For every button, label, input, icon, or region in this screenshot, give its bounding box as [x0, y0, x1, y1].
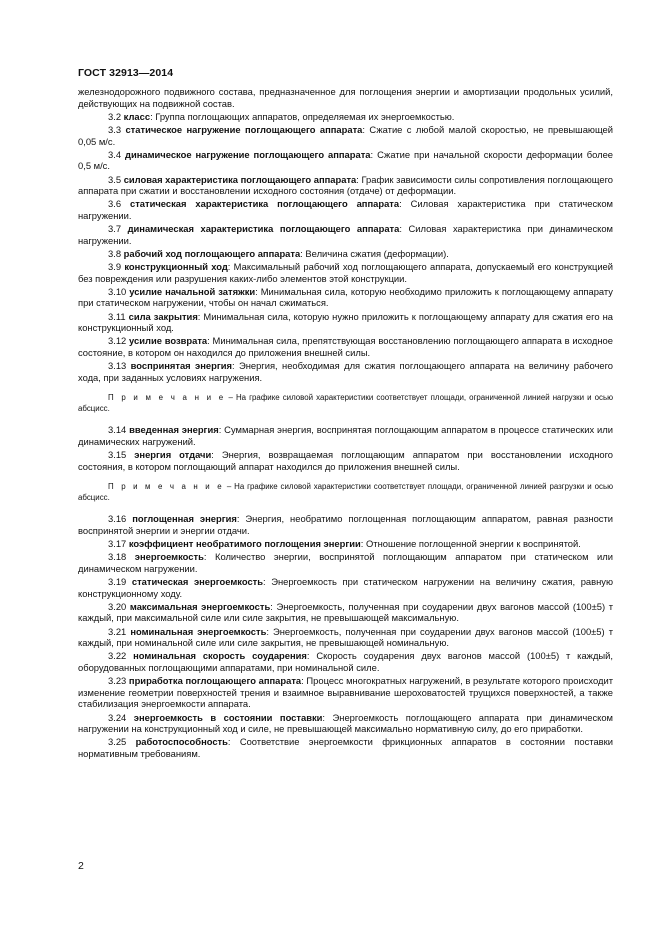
definition-number: 3.25 — [108, 736, 127, 748]
definition-term: энергоемкость в состоянии поставки — [133, 711, 323, 723]
definition-item — [78, 198, 613, 221]
definition-text: : График зависимости силы сопротивления поглощающего аппарата при сжатии и восстановлении исходного состояния (отдаче) от деформации. — [78, 173, 613, 197]
definition-term: энергия отдачи — [134, 449, 212, 461]
definition-term: усилие начальной затяжки — [129, 285, 256, 297]
definition-term: динамическое нагружение поглощающего аппарата — [125, 148, 371, 160]
definition-text: : Отношение поглощенной энергии к воспринятой. — [360, 538, 581, 550]
note-label: П р и м е ч а н и е — [108, 393, 226, 403]
definition-text: : Энергия, необходимая для сжатия поглощающего аппарата на величину рабочего хода, при заданных условиях нагружения. — [78, 360, 613, 383]
definition-item — [78, 261, 613, 284]
definition-text: : Соответствие энергоемкости фрикционных аппаратов в состоянии поставки нормативным требованиям. — [78, 736, 613, 759]
definition-term: максимальная энергоемкость — [129, 600, 271, 612]
definition-text: : Процесс многократных нагружений, в результате которого происходит изменение геометрии поверхностей трения и взаимное выравнивание шероховатостей трущихся поверхностей, а также стабилизация энергоемкости аппарата. — [78, 675, 613, 710]
definition-item — [78, 736, 613, 759]
definition-item — [78, 712, 613, 735]
definition-number: 3.6 — [108, 198, 122, 210]
definition-text: : Силовая характеристика при статическом нагружении. — [78, 198, 613, 221]
note-text: – На графике силовой характеристики соответствует площади, ограниченной линией нагрузки и осью абсцисс. — [78, 393, 613, 414]
definition-term: введенная энергия — [129, 424, 219, 436]
definition-term: воспринятая энергия — [130, 360, 232, 372]
definition-term: силовая характеристика поглощающего аппарата — [123, 173, 357, 185]
definition-item — [78, 124, 613, 147]
definition-text: : Энергоемкость, полученная при соударении двух вагонов массой (100±5) т каждый, при номинальной силе или силе закрытия, не превышающей номинальную. — [78, 625, 613, 649]
definition-item — [78, 174, 613, 197]
definition-text: : Минимальная сила, которую нужно приложить к поглощающему аппарату для сжатия его на конструкционный ход. — [78, 310, 613, 334]
definition-text: : Количество энергии, воспринятой поглощающим аппаратом при статическом или динамическом нагружении. — [78, 551, 613, 574]
definition-item — [78, 449, 613, 472]
page-number: 2 — [78, 860, 84, 872]
definition-text: : Скорость соударения двух вагонов массой (100±5) т каждый, оборудованных поглощающими аппаратами, при номинальной силе. — [78, 650, 613, 674]
definition-number: 3.2 — [108, 110, 122, 122]
note-text: – На графике силовой характеристики соответствует площади, ограниченной линией разгрузки и осью абсцисс. — [78, 482, 613, 503]
definition-text: : Сжатие при начальной скорости деформации более 0,5 м/с. — [78, 148, 613, 172]
definition-number: 3.9 — [108, 261, 122, 273]
definition-number: 3.24 — [108, 711, 127, 723]
definition-term: рабочий ход поглощающего аппарата — [123, 247, 301, 259]
definition-item — [78, 576, 613, 599]
definition-text: : Минимальная сила, препятствующая восстановлению поглощающего аппарата в исходное состояние, в котором он находился до приложения внешней силы. — [78, 335, 613, 358]
definition-item — [78, 601, 613, 624]
definition-text: : Энергия, возвращаемая поглощающим аппаратом при восстановлении исходного состояния, в котором поглощающий аппарат находился до приложения внешней силы. — [78, 449, 614, 472]
definition-text: : Сжатие с любой малой скоростью, не превышающей 0,05 м/с. — [78, 123, 613, 147]
definitions-group-3 — [78, 513, 613, 759]
definition-number: 3.16 — [108, 513, 127, 525]
definition-number: 3.15 — [108, 449, 127, 461]
definition-number: 3.21 — [108, 625, 127, 637]
definition-number: 3.5 — [108, 173, 122, 185]
definition-number: 3.11 — [108, 310, 126, 322]
definition-text: : Энергоемкость, полученная при соударении двух вагонов массой (100±5) т каждый, при максимальной силе или силе закрытия, не превышающей максимальную. — [78, 600, 613, 624]
definition-item — [78, 311, 613, 334]
definition-term: усилие возврата — [129, 335, 208, 347]
definition-term: приработка поглощающего аппарата — [128, 675, 302, 687]
intro-paragraph: железнодорожного подвижного состава, предназначенное для поглощения энергии и амортизации продольных усилий, действующих на подвижной состав. — [78, 86, 613, 109]
definition-number: 3.17 — [108, 538, 127, 550]
definition-term: работоспособность — [135, 736, 228, 748]
definition-item — [78, 424, 613, 447]
definition-number: 3.12 — [108, 335, 127, 347]
definition-number: 3.14 — [108, 424, 127, 436]
note-2 — [78, 481, 613, 503]
definition-number: 3.3 — [108, 123, 122, 135]
definition-item — [78, 650, 613, 673]
definition-number: 3.22 — [108, 650, 127, 662]
definition-text: : Силовая характеристика при динамическом нагружении. — [78, 223, 613, 246]
definitions-group-1 — [78, 111, 613, 384]
definition-text: : Величина сжатия (деформации). — [300, 247, 449, 259]
definition-number: 3.4 — [108, 148, 122, 160]
definition-item — [78, 626, 613, 649]
definition-term: коэффициент необратимого поглощения энергии — [128, 538, 361, 550]
definition-term: класс — [123, 110, 151, 122]
definition-text: : Энергоемкость при статическом нагружении на величину сжатия, равную конструкционному ходу. — [78, 576, 614, 599]
definition-term: номинальная энергоемкость — [130, 625, 267, 637]
definition-number: 3.8 — [108, 247, 122, 259]
definition-item — [78, 248, 613, 260]
definition-item — [78, 111, 613, 123]
definition-item — [78, 286, 613, 309]
definition-item — [78, 538, 613, 550]
definition-number: 3.7 — [108, 223, 122, 235]
definitions-group-2 — [78, 424, 613, 472]
definition-item — [78, 675, 613, 710]
definition-text: : Энергоемкость поглощающего аппарата при динамическом нагружении на конструкционный ход и силе, не превышающей максимально нормативную силу, до его приработки. — [78, 711, 613, 735]
definition-term: статическая характеристика поглощающего аппарата — [129, 198, 400, 210]
note-label: П р и м е ч а н и е — [108, 482, 224, 492]
definition-term: конструкционный ход — [124, 261, 228, 273]
definition-text: : Минимальная сила, которую необходимо приложить к поглощающему аппарату при статическом нагружении, чтобы он начал сжиматься. — [78, 285, 613, 309]
definition-number: 3.23 — [108, 675, 127, 687]
definition-item — [78, 149, 613, 172]
definition-item — [78, 223, 613, 246]
document-header: ГОСТ 32913—2014 — [78, 67, 174, 79]
definition-number: 3.19 — [108, 576, 127, 588]
note-1 — [78, 392, 613, 414]
definition-number: 3.10 — [108, 285, 127, 297]
definition-term: сила закрытия — [128, 310, 198, 322]
definition-text: : Максимальный рабочий ход поглощающего аппарата, допускаемый его конструкцией без повреждения или разрушения каких-либо элементов этой конструкции. — [78, 261, 614, 284]
definition-item — [78, 513, 613, 536]
definition-term: поглощенная энергия — [132, 513, 237, 525]
definition-term: статическая энергоемкость — [131, 576, 264, 588]
definition-number: 3.20 — [108, 600, 127, 612]
definition-text: : Энергия, необратимо поглощенная поглощающим аппаратом, равная разности воспринятой энергии и энергии отдачи. — [78, 513, 613, 536]
document-body — [78, 86, 613, 760]
definition-term: динамическая характеристика поглощающего аппарата — [127, 223, 400, 235]
definition-number: 3.13 — [108, 360, 127, 372]
definition-text: : Суммарная энергия, воспринятая поглощающим аппаратом в процессе статических или динамических нагружений. — [78, 424, 613, 447]
definition-term: энергоемкость — [134, 551, 204, 563]
definition-number: 3.18 — [108, 551, 127, 563]
definition-item — [78, 360, 613, 383]
definition-item — [78, 551, 613, 574]
definition-text: : Группа поглощающих аппаратов, определяемая их энергоемкостью. — [150, 110, 455, 122]
definition-item — [78, 335, 613, 358]
definition-term: статическое нагружение поглощающего аппарата — [125, 123, 363, 135]
definition-term: номинальная скорость соударения — [133, 650, 307, 662]
